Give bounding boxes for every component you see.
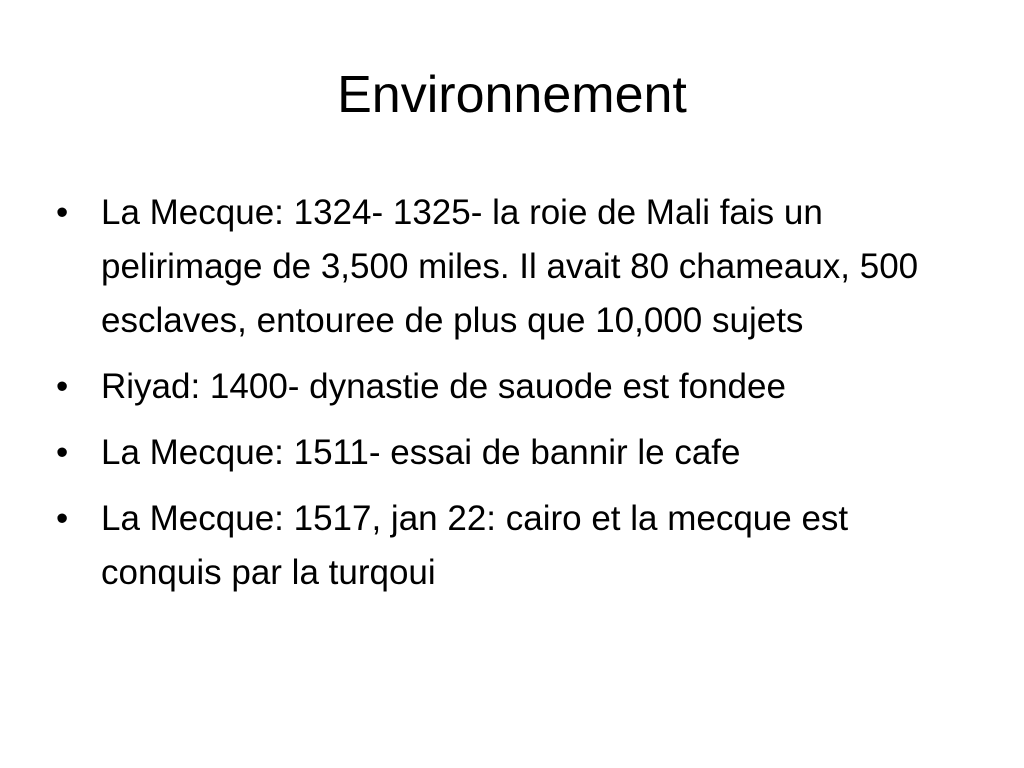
bullet-item <box>56 360 976 414</box>
bullet-list <box>56 186 976 612</box>
slide-title: Environnement <box>337 66 687 124</box>
bullet-text: Riyad: 1400- dynastie de sauode est fondee <box>101 367 786 406</box>
bullet-icon: • <box>56 499 69 538</box>
bullet-text: La Mecque: 1324- 1325- la roie de Mali fais un pelirimage de 3,500 miles. Il avait 80 chameaux, 500 esclaves, entouree de plus que 10,000 sujets <box>101 193 919 340</box>
bullet-icon: • <box>56 433 69 472</box>
bullet-item <box>56 426 976 480</box>
bullet-item <box>56 186 976 348</box>
bullet-text: La Mecque: 1517, jan 22: cairo et la mecque est conquis par la turqoui <box>101 499 849 592</box>
bullet-text: La Mecque: 1511- essai de bannir le cafe <box>101 433 741 472</box>
bullet-item <box>56 492 976 600</box>
bullet-icon: • <box>56 367 69 406</box>
bullet-icon: • <box>56 193 69 232</box>
